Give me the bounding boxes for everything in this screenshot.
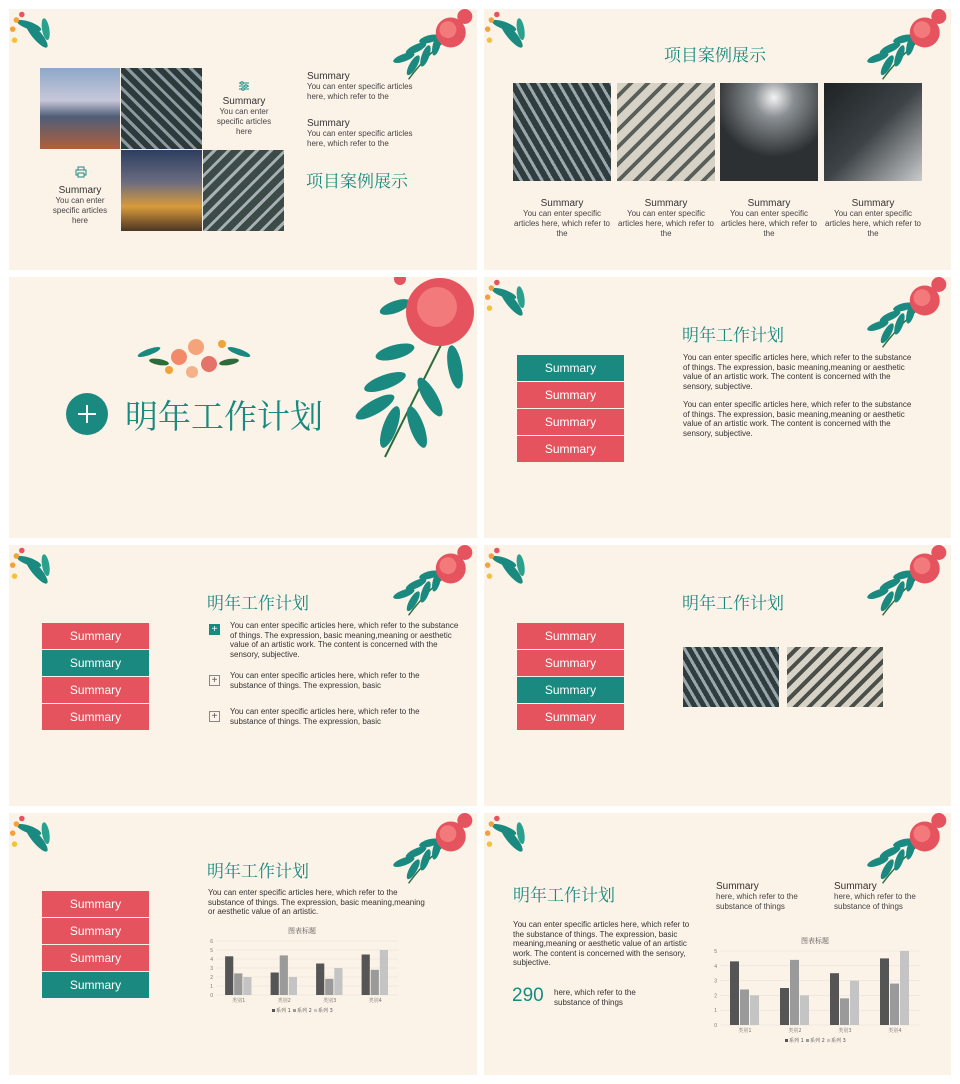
summary-text: here, which refer to the substance of things [834, 892, 916, 911]
summary-button-1[interactable]: Summary [517, 623, 624, 649]
summary-text: here, which refer to the substance of things [716, 892, 798, 911]
plus-box-icon[interactable]: + [209, 624, 220, 635]
card-text: You can enter specific articles here, which refer to the [720, 209, 818, 238]
slide-3[interactable] [9, 277, 477, 538]
bar [790, 960, 799, 1025]
slide-heading: 明年工作计划 [125, 397, 323, 436]
stat-text: here, which refer to the substance of things [554, 988, 636, 1007]
card-caption-2 [617, 198, 715, 239]
slide-heading: 项目案例展示 [664, 46, 766, 66]
summary-button-3[interactable]: Summary [42, 945, 149, 971]
card-caption-3 [720, 198, 818, 239]
y-tick-label: 5 [210, 948, 213, 954]
slide-4[interactable] [484, 277, 951, 538]
chart-title: 图表标题 [288, 927, 316, 935]
flower-decoration [861, 545, 951, 620]
summary-button-2[interactable]: Summary [42, 918, 149, 944]
flower-decoration [861, 813, 951, 888]
bar [890, 984, 899, 1025]
sliders-icon [238, 79, 250, 91]
summary-block-2 [834, 881, 934, 912]
legend-swatch [827, 1039, 830, 1042]
summary-button-2[interactable]: Summary [517, 650, 624, 676]
summary-title: Summary [58, 185, 102, 196]
project-photo-1 [683, 647, 779, 707]
legend-swatch [293, 1009, 296, 1012]
bar [880, 958, 889, 1025]
card-text: You can enter specific articles here, which refer to the [824, 209, 922, 238]
bar [371, 970, 379, 995]
leaf-decoration [484, 9, 539, 64]
city-photo-3 [121, 150, 202, 231]
body-paragraph-1: You can enter specific articles here, which refer to the substance of things. The expression, basic meaning,meaning or aesthetic value of an artistic work. The content is concerned with the sensory, subjective. [683, 353, 912, 391]
summary-text: You can enter specific articles here [52, 196, 108, 225]
slide-heading: 明年工作计划 [207, 594, 309, 614]
x-tick-label: 类别3 [323, 998, 337, 1004]
y-tick-label: 4 [210, 957, 213, 963]
project-photo-2 [617, 83, 715, 181]
leaf-decoration [484, 277, 539, 332]
y-tick-label: 4 [714, 963, 717, 970]
y-tick-label: 6 [210, 939, 213, 945]
slide-heading: 明年工作计划 [513, 886, 615, 906]
flower-decoration [387, 545, 477, 620]
legend-label: 系列 1 [276, 1008, 291, 1014]
summary-button-stack [517, 355, 624, 463]
summary-title: Summary [834, 881, 877, 892]
bar [362, 955, 370, 996]
body-paragraph-2: You can enter specific articles here, which refer to the substance of things. The expression, basic meaning,meaning or aesthetic value of an artistic work. The content is concerned with the sensory, subjective. [683, 400, 912, 438]
project-photo-4 [824, 83, 922, 181]
summary-button-1[interactable]: Summary [42, 891, 149, 917]
bar [289, 977, 297, 995]
flower-decoration [861, 9, 951, 84]
summary-block-1 [716, 881, 816, 912]
summary-text: You can enter specific articles here, which refer to the [307, 129, 413, 148]
summary-button-3[interactable]: Summary [42, 677, 149, 703]
bar [850, 981, 859, 1025]
list-item-2: You can enter specific articles here, which refer to the substance of things. The expression, basic [230, 671, 420, 690]
printer-icon [75, 165, 87, 177]
summary-block-1 [213, 96, 275, 137]
slide-heading: 项目案例展示 [306, 172, 408, 192]
summary-text: You can enter specific articles here [216, 107, 272, 136]
bar [800, 995, 809, 1025]
bar [900, 951, 909, 1025]
slide-8[interactable] [484, 813, 951, 1075]
summary-title: Summary [307, 71, 350, 82]
summary-button-4[interactable]: Summary [517, 704, 624, 730]
leaf-decoration [9, 9, 64, 64]
body-paragraph: You can enter specific articles here, which refer to the substance of things. The expression, basic meaning,meaning or aesthetic value of an artistic. [208, 888, 425, 916]
stat-value: 290 [512, 985, 544, 1006]
summary-button-3[interactable]: Summary [517, 677, 624, 703]
card-caption-4 [824, 198, 922, 239]
y-tick-label: 2 [210, 975, 213, 981]
slide-heading: 明年工作计划 [682, 594, 784, 614]
leaf-decoration [9, 545, 64, 600]
bar [334, 968, 342, 995]
card-text: You can enter specific articles here, which refer to the [617, 209, 715, 238]
summary-title: Summary [222, 96, 266, 107]
x-tick-label: 类别1 [738, 1028, 752, 1034]
x-tick-label: 类别2 [277, 998, 291, 1004]
slide-1[interactable] [9, 9, 477, 270]
summary-title: Summary [716, 881, 759, 892]
bar [271, 973, 279, 996]
card-title: Summary [747, 198, 791, 209]
x-tick-label: 类别3 [838, 1028, 852, 1034]
summary-button-1[interactable]: Summary [42, 623, 149, 649]
list-item-1: You can enter specific articles here, which refer to the substance of things. The expression, basic meaning,meaning or aesthetic value of an artistic work. The content is concerned with the sensory, subjective. [230, 621, 459, 659]
project-photo-2 [787, 647, 883, 707]
x-tick-label: 类别1 [232, 998, 246, 1004]
bar [234, 973, 242, 995]
right-summary-2 [307, 118, 425, 149]
bar [840, 998, 849, 1025]
flower-decoration [387, 813, 477, 888]
project-photo-3 [720, 83, 818, 181]
leaf-decoration [9, 813, 64, 868]
y-tick-label: 1 [714, 1008, 717, 1015]
summary-button-stack [42, 891, 149, 999]
y-tick-label: 2 [714, 993, 717, 1000]
x-tick-label: 类别4 [888, 1028, 902, 1034]
leaf-decoration [484, 545, 539, 600]
legend-label: 系列 3 [831, 1038, 846, 1044]
summary-button-4[interactable]: Summary [517, 436, 624, 462]
card-title: Summary [851, 198, 895, 209]
bar-chart-2 [706, 935, 924, 1047]
body-paragraph: You can enter specific articles here, which refer to the substance of things. The expression, basic meaning,meaning or aesthetic value of an artistic work. The content is concerned with the sensory, subjective. [513, 920, 690, 967]
legend-label: 系列 3 [318, 1008, 333, 1014]
summary-button-2[interactable]: Summary [517, 382, 624, 408]
y-tick-label: 1 [210, 984, 213, 990]
bar [280, 955, 288, 995]
bar [243, 977, 251, 995]
bar [325, 979, 333, 995]
plus-box-icon[interactable]: + [209, 675, 220, 686]
y-tick-label: 0 [210, 993, 213, 999]
summary-button-stack [517, 623, 624, 731]
legend-label: 系列 2 [810, 1038, 825, 1044]
bar-chart-1 [202, 925, 402, 1017]
legend-label: 系列 1 [789, 1038, 804, 1044]
slide-5[interactable] [9, 545, 477, 806]
bar [780, 988, 789, 1025]
bar [830, 973, 839, 1025]
plus-circle-icon [66, 393, 108, 435]
summary-button-4[interactable]: Summary [42, 704, 149, 730]
leaf-decoration [484, 813, 539, 868]
large-flower-decoration [355, 277, 477, 462]
plus-box-icon[interactable]: + [209, 711, 220, 722]
bar [380, 950, 388, 995]
city-photo-4 [203, 150, 284, 231]
y-tick-label: 3 [210, 966, 213, 972]
card-text: You can enter specific articles here, which refer to the [513, 209, 611, 238]
legend-label: 系列 2 [297, 1008, 312, 1014]
legend-swatch [785, 1039, 788, 1042]
slide-6[interactable] [484, 545, 951, 806]
bar [316, 964, 324, 996]
slide-heading: 明年工作计划 [682, 326, 784, 346]
card-title: Summary [540, 198, 584, 209]
card-title: Summary [644, 198, 688, 209]
chart-title: 图表标题 [801, 937, 829, 945]
slide-2[interactable] [484, 9, 951, 270]
city-photo-2 [121, 68, 202, 149]
slide-heading: 明年工作计划 [207, 862, 309, 882]
summary-text: You can enter specific articles here, which refer to the [307, 82, 413, 101]
bar [225, 956, 233, 995]
legend-swatch [314, 1009, 317, 1012]
x-tick-label: 类别2 [788, 1028, 802, 1034]
y-tick-label: 0 [714, 1023, 717, 1029]
card-caption-1 [513, 198, 611, 239]
floral-wreath-decoration [134, 332, 254, 387]
legend-swatch [272, 1009, 275, 1012]
y-tick-label: 5 [714, 949, 717, 955]
y-tick-label: 3 [714, 978, 717, 985]
summary-button-2[interactable]: Summary [42, 650, 149, 676]
project-photo-1 [513, 83, 611, 181]
summary-button-3[interactable]: Summary [517, 409, 624, 435]
summary-title: Summary [307, 118, 350, 129]
summary-block-2 [49, 185, 111, 226]
city-photo-1 [40, 68, 120, 149]
summary-button-stack [42, 623, 149, 731]
bar [740, 989, 749, 1025]
bar [730, 961, 739, 1025]
x-tick-label: 类别4 [368, 998, 382, 1004]
bar [750, 995, 759, 1025]
right-summary-1 [307, 71, 425, 102]
flower-decoration [861, 277, 951, 352]
slide-7[interactable] [9, 813, 477, 1075]
list-item-3: You can enter specific articles here, which refer to the substance of things. The expression, basic [230, 707, 420, 726]
summary-button-1[interactable]: Summary [517, 355, 624, 381]
summary-button-4[interactable]: Summary [42, 972, 149, 998]
legend-swatch [806, 1039, 809, 1042]
